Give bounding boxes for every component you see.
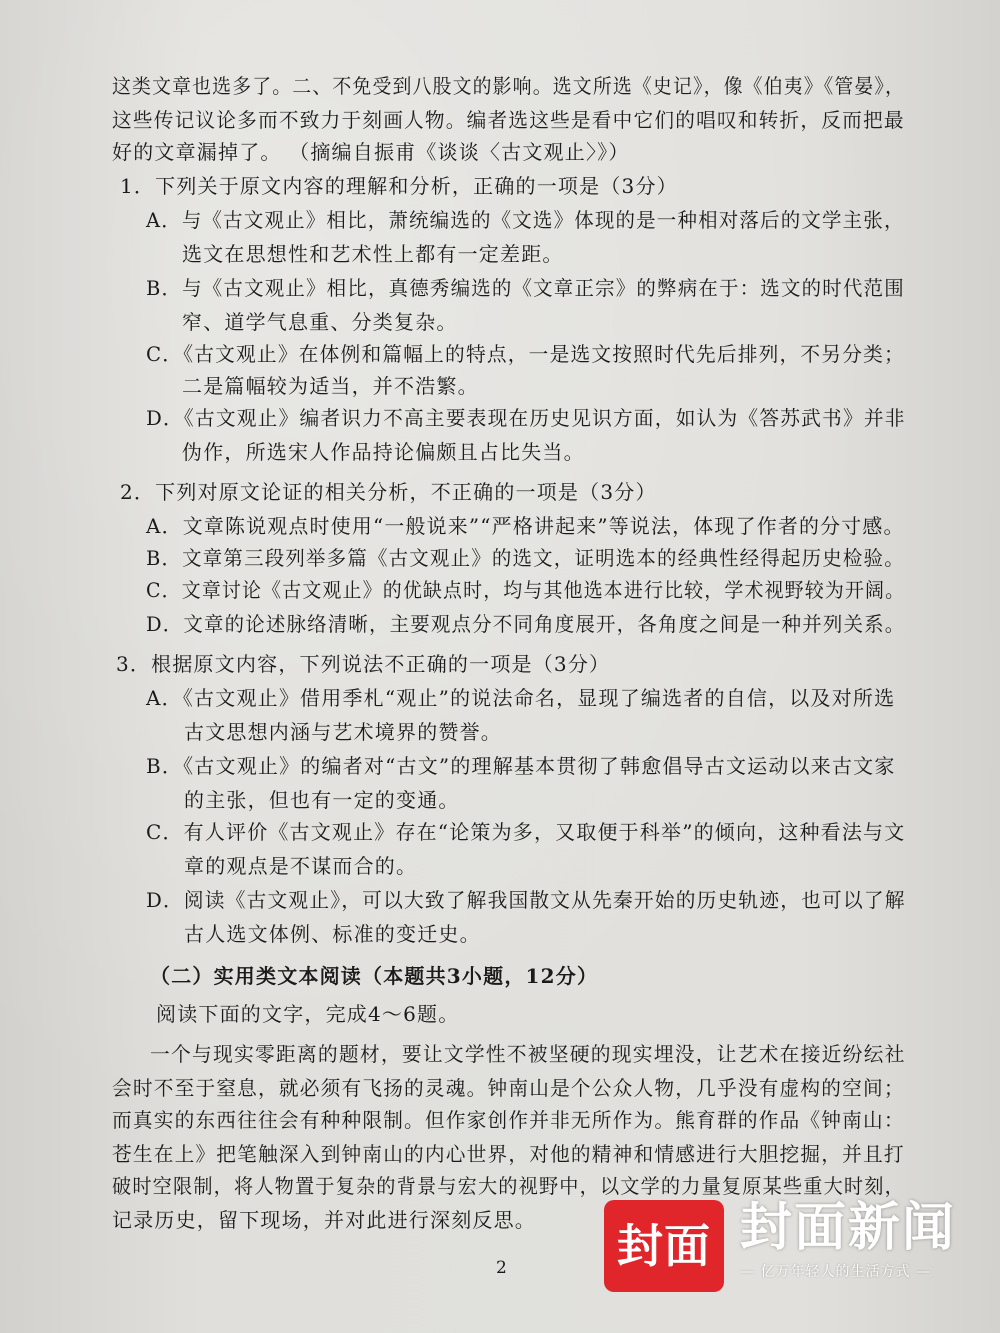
question-3-option-a: A．《古文观止》借用季札“观止”的说法命名，显现了编选者的自信，以及对所选: [146, 686, 896, 710]
question-3-option-d: D．阅读《古文观止》，可以大致了解我国散文从先秦开始的历史轨迹，也可以了解: [146, 888, 906, 912]
passage-line: 而真实的东西往往会有种种限制。但作家创作并非无所作为。熊育群的作品《钟南山：: [112, 1108, 905, 1132]
question-1-option-a-cont: 选文在思想性和艺术性上都有一定差距。: [182, 242, 564, 266]
reading-instruction: 阅读下面的文字，完成4～6题。: [156, 1002, 460, 1026]
passage-line: 破时空限制，将人物置于复杂的背景与宏大的视野中，以文学的力量复原某些重大时刻，: [112, 1174, 905, 1198]
cover-news-watermark: [604, 1196, 984, 1296]
question-2-option-c: C．文章讨论《古文观止》的优缺点时，均与其他选本进行比较，学术视野较为开阔。: [146, 578, 906, 602]
cover-news-logo-name: 封面新闻: [740, 1198, 957, 1258]
text-line: 这类文章也选多了。二、不免受到八股文的影响。选文所选《史记》，像《伯夷》《管晏》，: [112, 74, 906, 98]
cover-news-logo-badge: 封面: [604, 1200, 724, 1292]
question-3-option-d-cont: 古人选文体例、标准的变迁史。: [184, 922, 481, 946]
question-3-option-b: B．《古文观止》的编者对“古文”的理解基本贯彻了韩愈倡导古文运动以来古文家: [146, 754, 896, 778]
passage-line: 苍生在上》把笔触深入到钟南山的内心世界，对他的精神和情感进行大胆挖掘，并且打: [112, 1142, 905, 1166]
question-3-option-b-cont: 的主张，但也有一定的变通。: [184, 788, 460, 812]
passage-line: 记录历史，留下现场，并对此进行深刻反思。: [112, 1208, 536, 1232]
question-1-option-c: C．《古文观止》在体例和篇幅上的特点，一是选文按照时代先后排列，不另分类；: [146, 342, 905, 366]
page-number: 2: [496, 1258, 507, 1278]
question-1-option-d: D．《古文观止》编者识力不高主要表现在历史见识方面，如认为《答苏武书》并非: [146, 406, 906, 430]
question-3-option-a-cont: 古文思想内涵与艺术境界的赞誉。: [184, 720, 502, 744]
question-2-option-d: D．文章的论述脉络清晰，主要观点分不同角度展开，各角度之间是一种并列关系。: [146, 612, 906, 636]
text-line: 这些传记议论多而不致力于刻画人物。编者选这些是看中它们的唱叹和转折，反而把最: [112, 108, 905, 132]
question-1-option-a: A．与《古文观止》相比，萧统编选的《文选》体现的是一种相对落后的文学主张，: [146, 208, 905, 232]
question-1-stem: 1．下列关于原文内容的理解和分析，正确的一项是（3分）: [120, 174, 678, 198]
question-1-option-c-cont: 二是篇幅较为适当，并不浩繁。: [182, 374, 479, 398]
question-3-stem: 3．根据原文内容，下列说法不正确的一项是（3分）: [116, 652, 611, 676]
passage-line: 会时不至于窒息，就必须有飞扬的灵魂。钟南山是个公众人物，几乎没有虚构的空间；: [112, 1076, 905, 1100]
section-heading: （二）实用类文本阅读（本题共3小题，12分）: [150, 964, 599, 988]
question-3-option-c-cont: 章的观点是不谋而合的。: [184, 854, 418, 878]
source-citation: 好的文章漏掉了。 （摘编自振甫《谈谈〈古文观止〉》）: [112, 140, 630, 164]
question-1-option-b-cont: 窄、道学气息重、分类复杂。: [182, 310, 458, 334]
question-2-option-b: B．文章第三段列举多篇《古文观止》的选文，证明选本的经典性经得起历史检验。: [146, 546, 905, 570]
question-1-option-d-cont: 伪作，所选宋人作品持论偏颇且占比失当。: [182, 440, 585, 464]
cover-news-slogan: — 亿万年轻人的生活方式 —: [740, 1264, 931, 1280]
question-3-option-c: C．有人评价《古文观止》存在“论策为多，又取便于科举”的倾向，这种看法与文: [146, 820, 906, 844]
question-2-option-a: A．文章陈说观点时使用“一般说来”“严格讲起来”等说法，体现了作者的分寸感。: [146, 514, 905, 538]
question-2-stem: 2．下列对原文论证的相关分析，不正确的一项是（3分）: [120, 480, 657, 504]
passage-line: 一个与现实零距离的题材，要让文学性不被坚硬的现实埋没，让艺术在接近纷纭社: [150, 1042, 906, 1066]
question-1-option-b: B．与《古文观止》相比，真德秀编选的《文章正宗》的弊病在于：选文的时代范围: [146, 276, 905, 300]
